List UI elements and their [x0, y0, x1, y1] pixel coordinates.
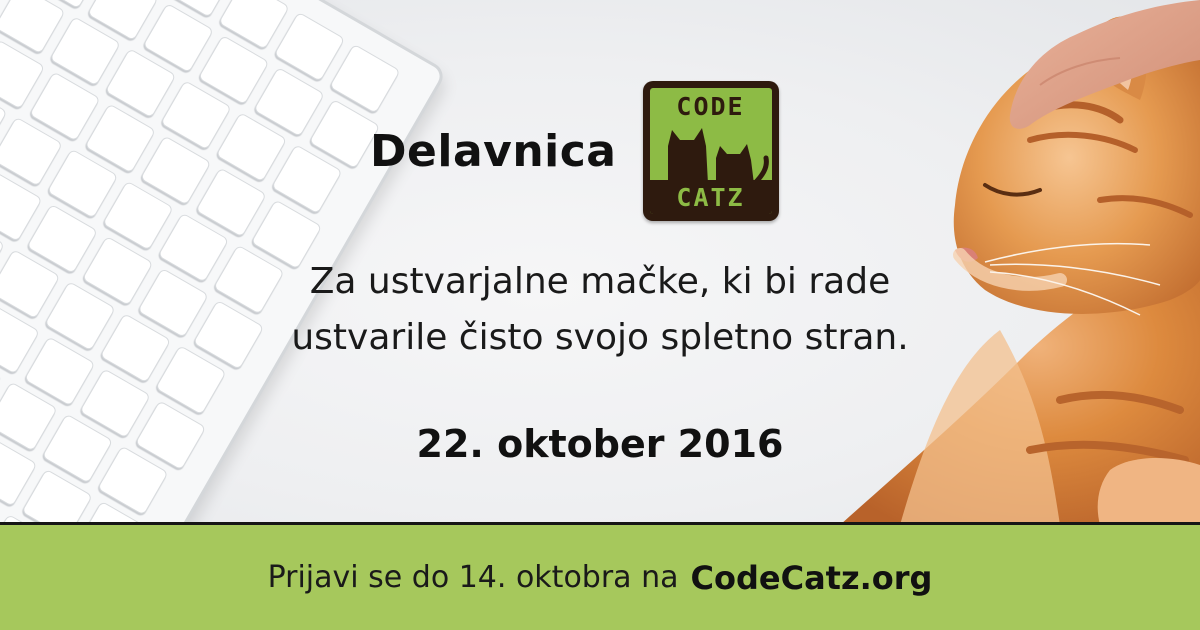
footer-text: Prijavi se do 14. oktobra na: [267, 560, 679, 595]
logo-bottom-text: CATZ: [676, 183, 745, 212]
cats-silhouette-icon: [650, 120, 772, 184]
cat-paw: [1098, 458, 1200, 525]
codecatz-link[interactable]: CodeCatz.org: [690, 558, 933, 597]
tagline: [180, 254, 1020, 366]
title-row: [370, 80, 779, 222]
cat-silhouette-left: [668, 128, 708, 184]
event-date: 22. oktober 2016: [416, 422, 784, 466]
logo-badge: [650, 88, 772, 214]
cat-silhouette-right: [716, 144, 754, 184]
tagline-line-2: ustvarile čisto svojo spletno stran.: [291, 317, 909, 358]
logo-top-text: CODE: [676, 92, 745, 121]
footer-banner: [0, 525, 1200, 630]
page-title: Delavnica: [370, 125, 617, 177]
codecatz-logo: [643, 81, 779, 221]
tagline-line-1: Za ustvarjalne mačke, ki bi rade: [309, 261, 891, 302]
